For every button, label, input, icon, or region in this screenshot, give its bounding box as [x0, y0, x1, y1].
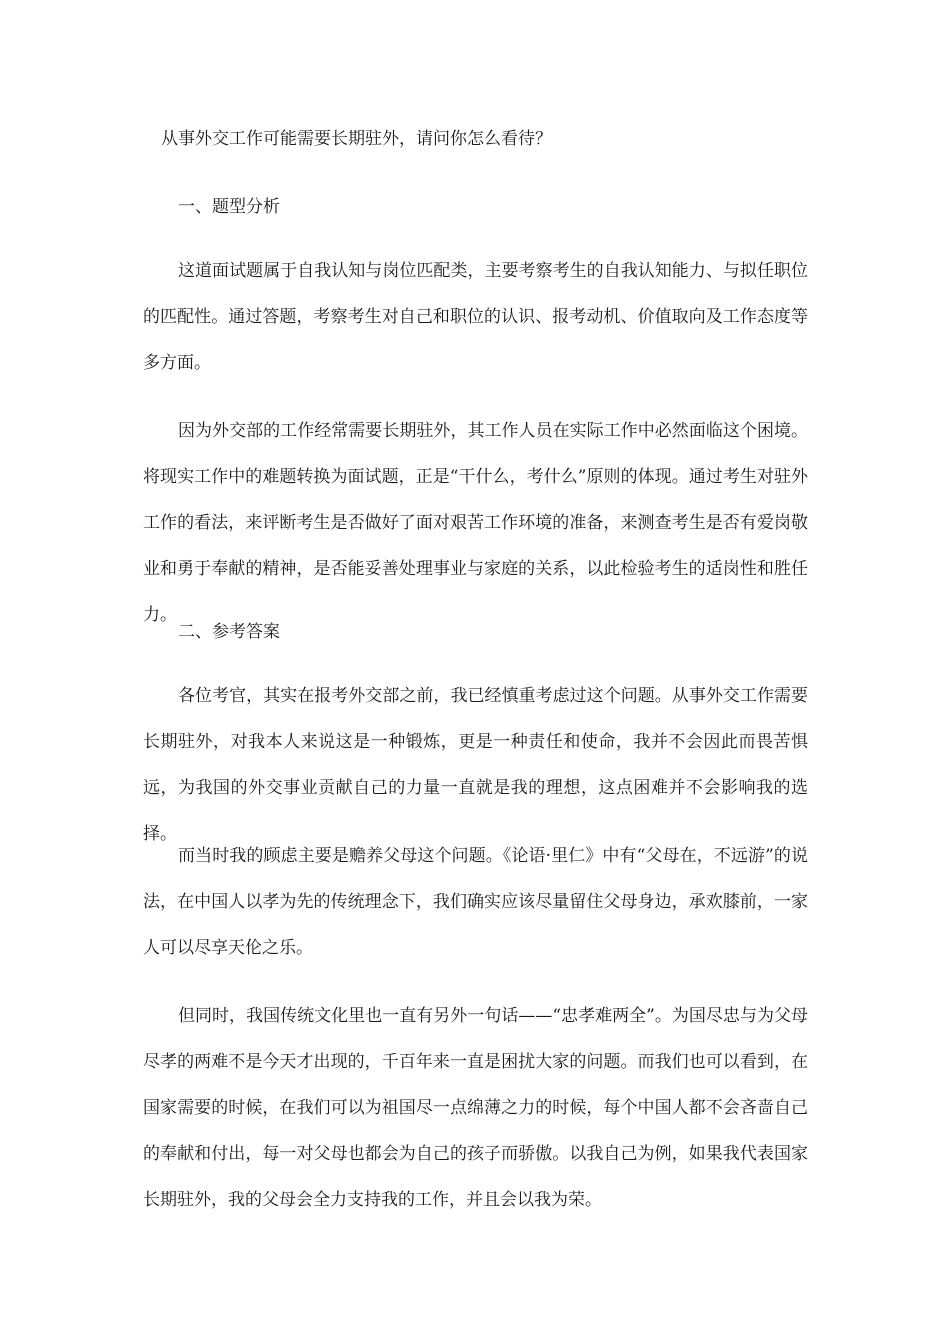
paragraph-analysis-1: 这道面试题属于自我认知与岗位匹配类，主要考察考生的自我认知能力、与拟任职位的匹配性。通过答题，考察考生对自己和职位的认识、报考动机、价值取向及工作态度等多方面。	[143, 261, 808, 373]
document-title: 从事外交工作可能需要长期驻外，请问你怎么看待？	[161, 129, 552, 149]
section-heading-analysis: 一、题型分析	[178, 197, 280, 217]
paragraph-analysis-2: 因为外交部的工作经常需要长期驻外，其工作人员在实际工作中必然面临这个困境。将现实工作中的难题转换为面试题，正是“干什么，考什么”原则的体现。通过考生对驻外工作的看法，来评断考生是否做好了面对艰苦工作环境的准备，来测查考生是否有爱岗敬业和勇于奉献的精神，是否能妥善处理事业与家庭的关系，以此检验考生的适岗性和胜任力。	[143, 421, 808, 625]
paragraph-answer-2: 而当时我的顾虑主要是赡养父母这个问题。《论语·里仁》中有“父母在，不远游”的说法，在中国人以孝为先的传统理念下，我们确实应该尽量留住父母身边，承欢膝前，一家人可以尽享天伦之乐。	[143, 846, 808, 958]
paragraph-answer-3: 但同时，我国传统文化里也一直有另外一句话——“忠孝难两全”。为国尽忠与为父母尽孝的两难不是今天才出现的，千百年来一直是困扰大家的问题。而我们也可以看到，在国家需要的时候，在我们可以为祖国尽一点绵薄之力的时候，每个中国人都不会吝啬自己的奉献和付出，每一对父母也都会为自己的孩子而骄傲。以我自己为例，如果我代表国家长期驻外，我的父母会全力支持我的工作，并且会以我为荣。	[143, 1006, 808, 1210]
section-heading-answer: 二、参考答案	[178, 622, 280, 642]
paragraph-answer-1: 各位考官，其实在报考外交部之前，我已经慎重考虑过这个问题。从事外交工作需要长期驻外，对我本人来说这是一种锻炼，更是一种责任和使命，我并不会因此而畏苦惧远，为我国的外交事业贡献自己的力量一直就是我的理想，这点困难并不会影响我的选择。	[143, 686, 808, 844]
